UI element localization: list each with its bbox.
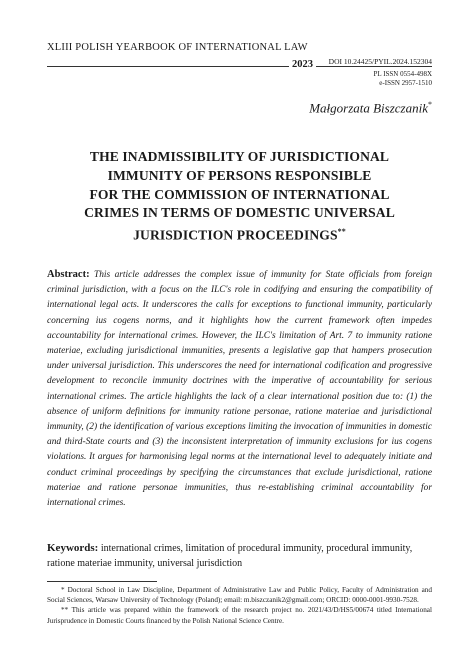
issn-electronic: e-ISSN 2957-1510 (379, 79, 432, 87)
author-footnote-mark: * (428, 100, 432, 109)
keywords-text: international crimes, limitation of procedural immunity, procedural immunity, ratione materiae immunity, universal jurisdiction (47, 543, 413, 569)
publication-year: 2023 (289, 59, 316, 70)
footnote-author-affiliation: * Doctoral School in Law Discipline, Department of Administrative Law and Public Policy, Faculty of Administration and Social Sciences, Warsaw University of Technology (Poland); email: m.biszczanik2@gmail.com; ORCID: 0000-0001-9930-7528. (47, 586, 432, 605)
title-line: FOR THE COMMISSION OF INTERNATIONAL (89, 186, 390, 202)
abstract-label: Abstract: (47, 269, 90, 280)
issn-block (374, 70, 432, 88)
issn-print: PL ISSN 0554-498X (373, 70, 432, 78)
title-line-last (47, 223, 432, 245)
header-divider (47, 66, 432, 67)
abstract-text: This article addresses the complex issue of immunity for State officials from foreign criminal jurisdiction, with a focus on the ILC's role in codifying and ensuring the compatibility of international legal acts. It underscores the calls for exceptions to functional immunity, particularly concerning ius cogens norms, and it highlights how the current framework often impedes accountability for international crimes. However, the ILC's limitation of Art. 7 to immunity ratione materiae, excluding jurisdictional immunities, presents a legislative gap that hampers prosecution under universal jurisdiction. This underscores the need for international codification and progressive development to reconcile immunity doctrines with the imperative of accountability for serious international crimes. The article highlights the lack of a clear international position due to: (1) the absence of uniform definitions for immunity ratione personae, ratione materiae and jurisdictional immunity, (2) the identification of various exceptions limiting the invocation of immunities in domestic and third-State courts and (3) the inconsistent interpretation of immunity exclusions for ius cogens violations. It argues for harmonising legal norms at the international level to adequately initiate and conduct criminal proceedings by specifying the circumstances that exclude jurisdictional, ratione materiae and ratione personae immunities, thus re-establishing criminal accountability for international crimes. (47, 270, 433, 509)
title-line-text: JURISDICTION PROCEEDINGS (133, 227, 338, 243)
title-line: CRIMES IN TERMS OF DOMESTIC UNIVERSAL (84, 205, 395, 221)
doi: DOI 10.24425/PYIL.2024.152304 (328, 57, 432, 66)
footnote-divider (47, 581, 157, 582)
title-line: THE INADMISSIBILITY OF JURISDICTIONAL (89, 149, 390, 164)
footnote-funding: ** This article was prepared within the framework of the research project no. 2021/43/D/HS5/00674 titled International Jurisprudence in Domestic Courts financed by the Polish National Science Centre. (47, 606, 432, 625)
title-footnote-mark: ** (337, 227, 346, 237)
article-title (47, 148, 432, 246)
keywords (47, 541, 432, 571)
journal-title: XLIII POLISH YEARBOOK OF INTERNATIONAL LAW (47, 42, 308, 53)
abstract (47, 267, 432, 511)
footnotes (47, 585, 432, 626)
author-name (309, 100, 432, 116)
keywords-label: Keywords: (47, 542, 99, 554)
author-name-text: Małgorzata Biszczanik (309, 100, 428, 116)
title-line: IMMUNITY OF PERSONS RESPONSIBLE (107, 167, 372, 183)
